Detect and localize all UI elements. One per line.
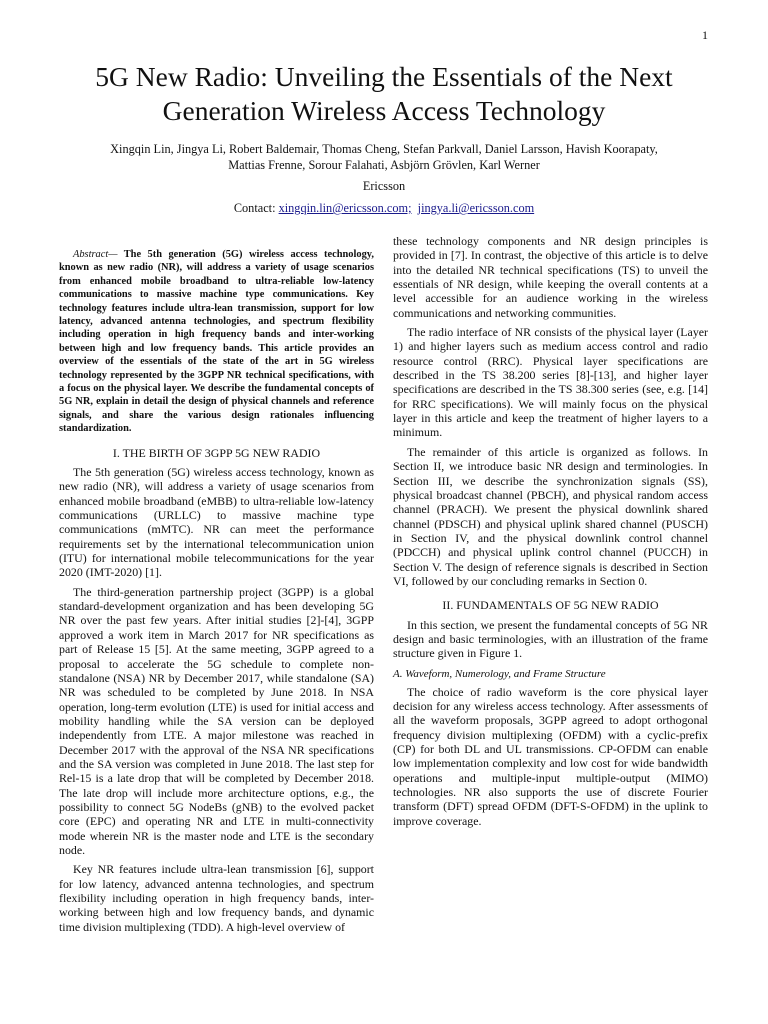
page-number: 1 [702,28,708,42]
right-column [393,234,708,828]
subsection-a-heading: A. Waveform, Numerology, and Frame Structure [393,667,606,680]
affiliation: Ericsson [362,179,406,193]
section-2-paragraph-2: The choice of radio waveform is the core physical layer decision for any wireless access technology. After assessments of all the waveform proposals, 3GPP agreed to adopt orthogonal frequency division multiplexing (OFDM) with a cyclic-prefix (CP) for both DL and UL transmissions. CP-OFDM can enable low implementation complexity and low cost for wide bandwidth operations and multiple-input multiple-output (MIMO) technologies. NR also supports the use of discrete Fourier transform (DFT) spread OFDM (DFT-S-OFDM) in the uplink to improve coverage. [393,684,708,828]
author-list [60,141,708,173]
email-link-1[interactable]: xingqin.lin@ericsson.com; [278,201,412,215]
left-column [59,234,374,934]
section-1-heading: I. THE BIRTH OF 3GPP 5G NEW RADIO [112,445,321,460]
section-1-paragraph-1: The 5th generation (5G) wireless access technology, known as new radio (NR), will address a variety of usage scenarios from enhanced mobile broadband (eMBB) to ultra-reliable low-latency communications (URLLC) to massive machine type communications (mMTC). NR can meet the performance requirements set by the international telecommunication union (ITU) for international mobile telecommunications for the year 2020 (IMT-2020) [1]. [59,465,374,580]
section-2-paragraph-1: In this section, we present the fundamental concepts of 5G NR design and basic terminologies, with an illustration of the frame structure given in Figure 1. [393,617,708,661]
section-1-paragraph-5: The remainder of this article is organized as follows. In Section II, we introduce basic NR design and terminologies. In Section III, we describe the synchronization signals (SS), physical broadcast channel (PBCH), and physical random access channel (PRACH). We present the physical downlink shared channel (PDSCH) and physical uplink shared channel (PUSCH) in Section IV, and the physical downlink control channel (PDCCH) and physical uplink control channel (PUCCH) in Section V. The design of reference signals is described in Section VI, followed by our concluding remarks in Section 0. [393,444,708,588]
section-1-paragraph-4: The radio interface of NR consists of the physical layer (Layer 1) and higher layers such as medium access control and radio resource control (RRC). Physical layer specifications are described in the TS 38.200 series [8]-[13], and higher layer specifications are described in the TS 38.300 series (see, e.g. [14] for RRC specifications). We will mainly focus on the physical layer in this article and keep the treatment of higher layers to a minimum. [393,325,708,440]
abstract-lead: Abstract— [73,249,118,260]
author-line-2: Mattias Frenne, Sorour Falahati, Asbjörn Grövlen, Karl Werner [228,158,540,172]
contact-label: Contact: [233,201,279,215]
email-link-2[interactable]: jingya.li@ericsson.com [417,201,535,215]
section-1-paragraph-3: Key NR features include ultra-lean transmission [6], support for low latency, advanced antenna technologies, and spectrum flexibility including operation in high frequency bands, inter-working between high and low frequency bands, and dynamic time division multiplexing (TDD). A high-level overview of [59,862,374,934]
section-1-paragraph-2: The third-generation partnership project (3GPP) is a global standard-development organization and has been developing 5G NR over the past few years. After initial studies [2]-[4], 3GPP approved a work item in March 2017 for NR specifications as part of Release 15 [5]. At the same meeting, 3GPP agreed to a proposal to accelerate the 5G schedule to complete non-standalone (NSA) NR by December 2017, while standalone (SA) NR was scheduled to be completed by June 2018. In NSA operation, long-term evolution (LTE) is used for initial access and mobility handling while the SA version can be deployed independently from LTE. A major milestone was reached in December 2017 with the approval of the NSA NR specifications and the SA version was completed in June 2018. The last step for Rel-15 is a late drop that will be completed by December 2018. The late drop will include more architecture options, e.g., the possibility to connect 5G NodeBs (gNB) to the evolved packet core (EPC) and operating NR and LTE in multi-connectivity mode wherein NR is the master node and LTE is the secondary node. [59,584,374,857]
contact-line [0,201,768,216]
abstract [59,248,374,436]
section-2-heading: II. FUNDAMENTALS OF 5G NEW RADIO [442,598,659,613]
author-line-1: Xingqin Lin, Jingya Li, Robert Baldemair, Thomas Cheng, Stefan Parkvall, Daniel Larsson, Havish Koorapaty, [110,142,658,156]
paper-title: 5G New Radio: Unveiling the Essentials of the Next Generation Wireless Access Technology [95,61,673,126]
section-1-paragraph-3-continued: these technology components and NR design principles is provided in [7]. In contrast, the objective of this article is to delve into the detailed NR technical specifications (TS) to unveil the essentials of NR design, while keeping the overall contents at a level accessible for an audience working in the wireless communications and networking communities. [393,234,708,320]
abstract-text: The 5th generation (5G) wireless access technology, known as new radio (NR), will address a variety of usage scenarios from enhanced mobile broadband to ultra-reliable low-latency communications to massive machine type communications. Key technology features include ultra-lean transmission, support for low latency, advanced antenna technologies, and spectrum flexibility including operation in high frequency bands and inter-working between high and low frequency bands. This article provides an overview of the essentials of the state of the art in 5G wireless technology represented by the 3GPP NR technical specifications, with a focus on the physical layer. We describe the fundamental concepts of 5G NR, explain in detail the design of physical channels and reference signals, and share the various design rationales influencing standardization. [59,249,374,435]
